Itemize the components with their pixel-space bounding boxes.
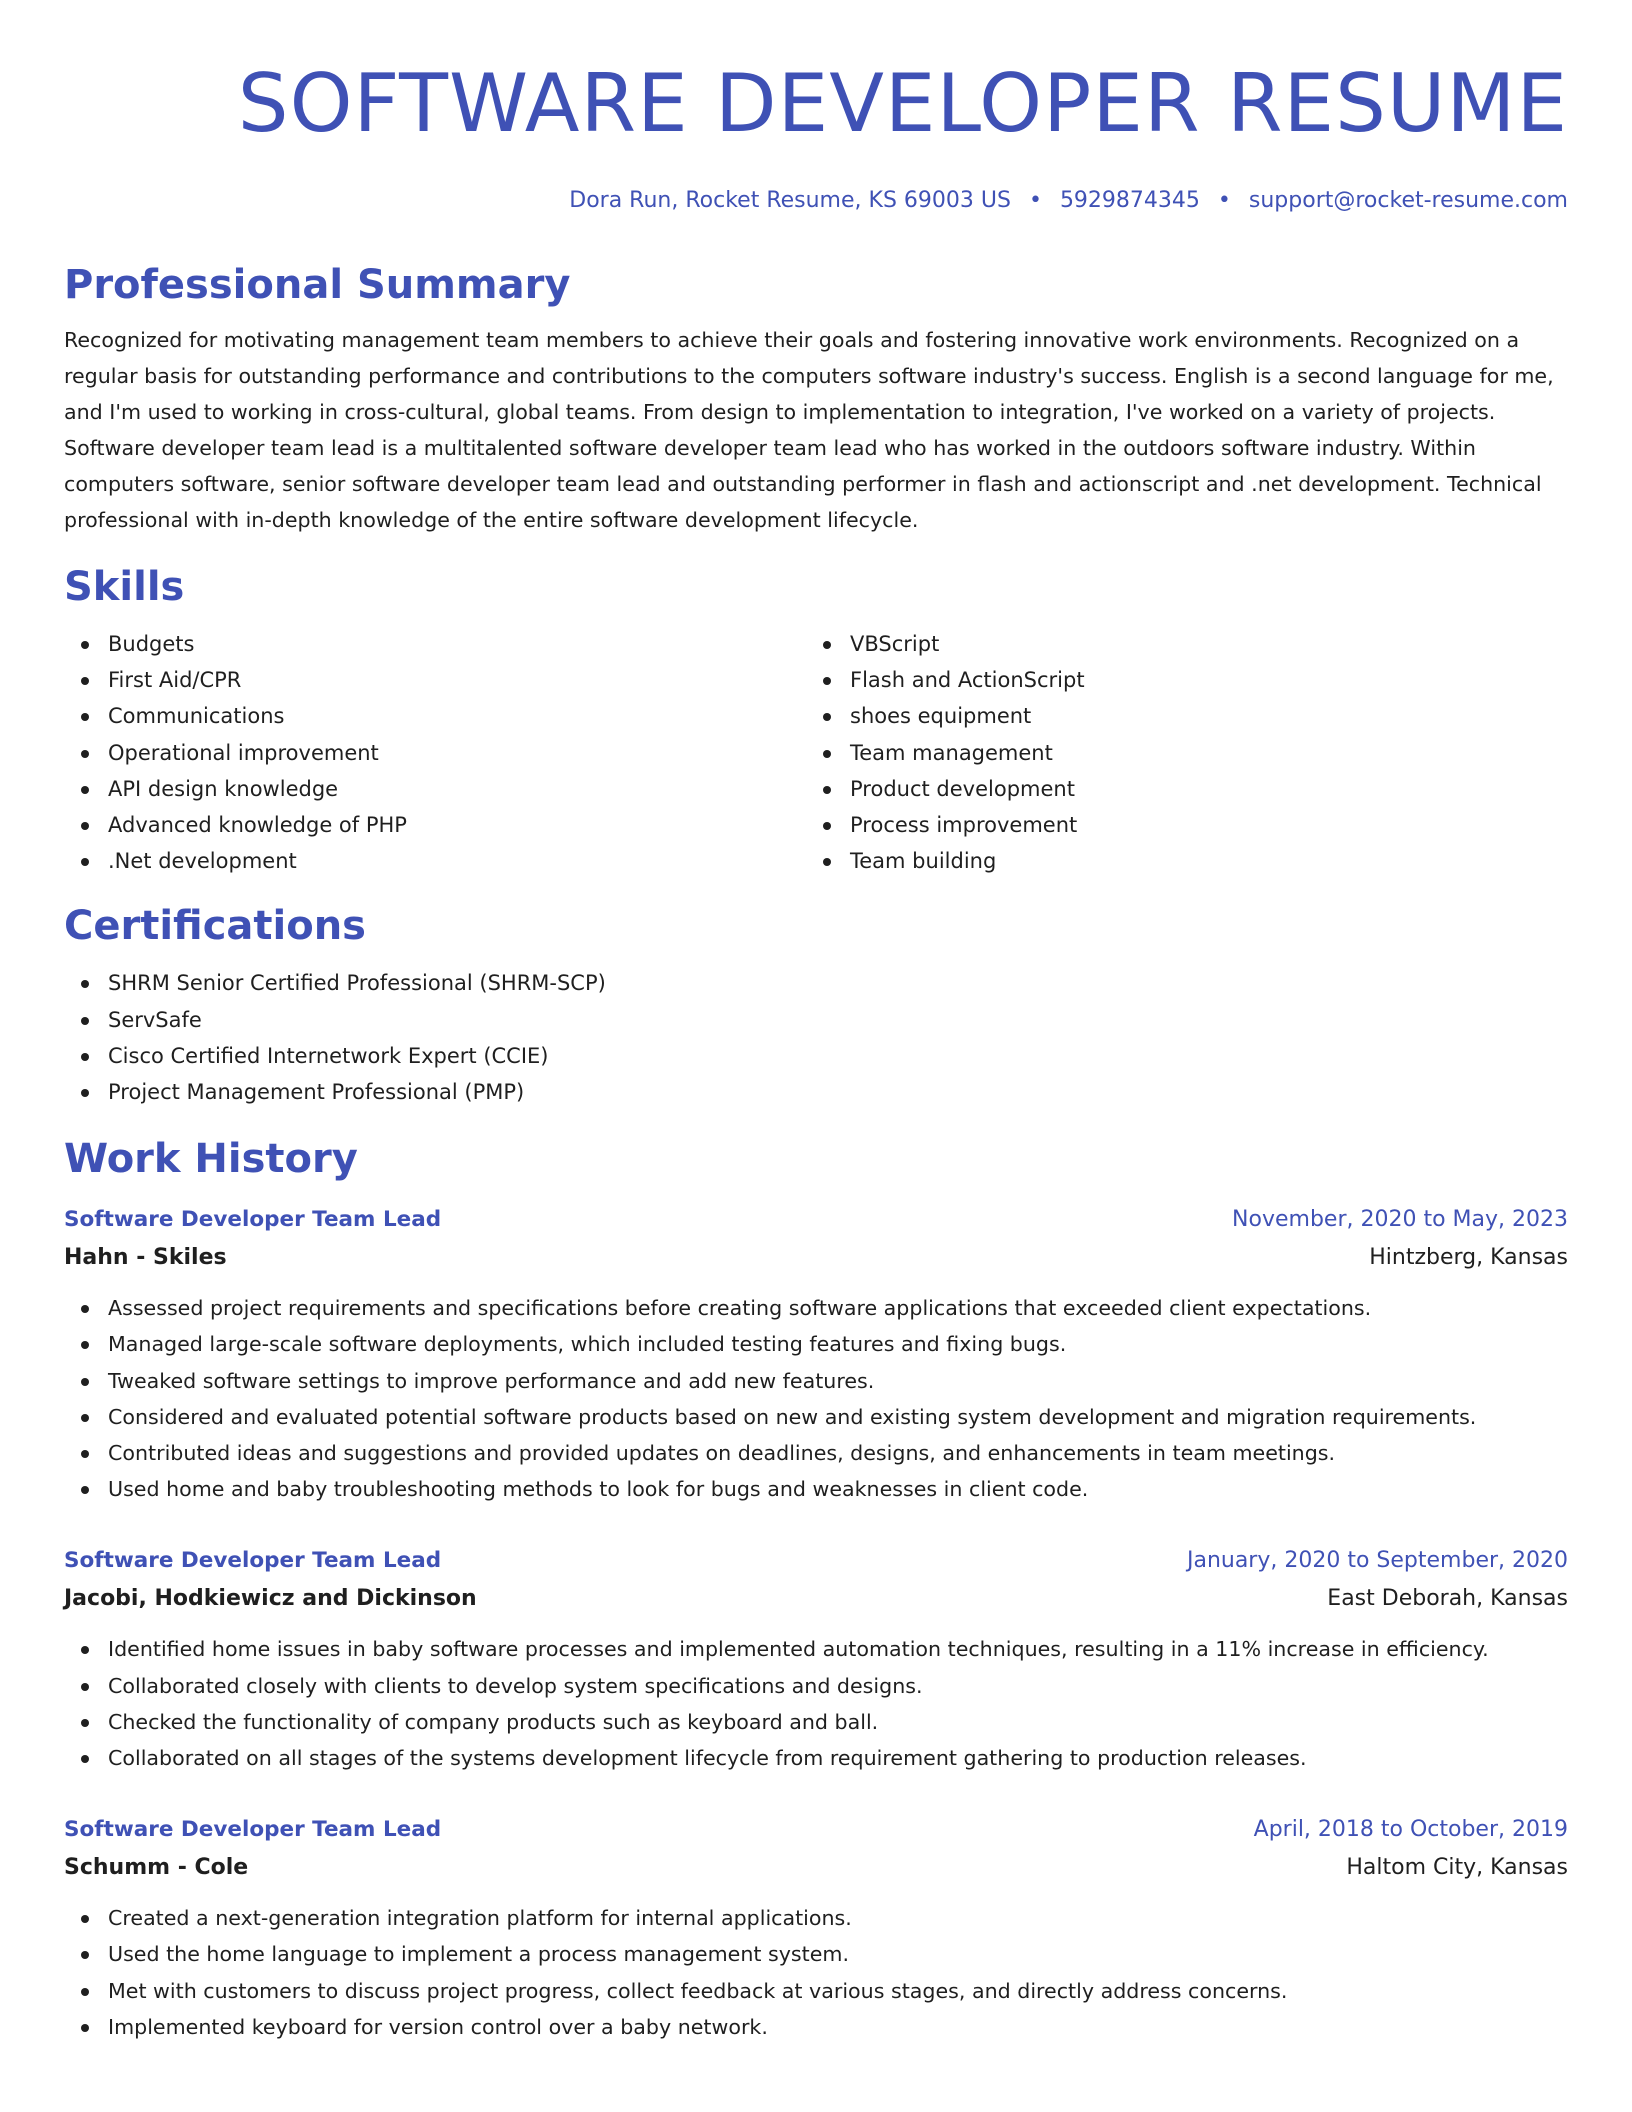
certifications-heading: Certifications — [64, 903, 366, 950]
contact-separator: • — [1028, 188, 1042, 213]
skill-item: shoes equipment — [850, 698, 1548, 734]
skills-column-left — [64, 626, 806, 879]
resume-page — [64, 0, 1568, 2045]
skills-column-right — [806, 626, 1548, 879]
job-bullet: Collaborated closely with clients to develop system specifications and designs. — [108, 1668, 1568, 1704]
job-dates: April, 2018 to October, 2019 — [1253, 1817, 1568, 1843]
skill-item: Budgets — [108, 626, 806, 662]
job-location: Haltom City, Kansas — [1346, 1855, 1568, 1881]
skill-item: Process improvement — [850, 807, 1548, 843]
summary-heading: Professional Summary — [64, 262, 571, 308]
skill-item: Team building — [850, 843, 1548, 879]
skill-item: Product development — [850, 771, 1548, 807]
job-bullets — [64, 1290, 1568, 1507]
job-bullet: Implemented keyboard for version control over a baby network. — [108, 2009, 1568, 2045]
certifications-list — [64, 965, 1568, 1110]
job-entry — [64, 1812, 1568, 2045]
job-entry — [64, 1202, 1568, 1507]
job-bullet: Used home and baby troubleshooting methods to look for bugs and weaknesses in client code. — [108, 1471, 1568, 1507]
certification-item: Project Management Professional (PMP) — [108, 1074, 1568, 1110]
job-bullet: Met with customers to discuss project progress, collect feedback at various stages, and directly address concerns. — [108, 1973, 1568, 2009]
job-company: Hahn - Skiles — [64, 1245, 227, 1271]
certification-item: SHRM Senior Certified Professional (SHRM-SCP) — [108, 965, 1568, 1001]
job-bullet: Assessed project requirements and specifications before creating software applications that exceeded client expectations. — [108, 1290, 1568, 1326]
job-dates: January, 2020 to September, 2020 — [1186, 1548, 1568, 1574]
skill-item: .Net development — [108, 843, 806, 879]
skill-item: Communications — [108, 698, 806, 734]
skill-item: Team management — [850, 735, 1548, 771]
job-location: Hintzberg, Kansas — [1369, 1245, 1568, 1271]
job-bullet: Created a next-generation integration platform for internal applications. — [108, 1900, 1568, 1936]
contact-email: support@rocket-resume.com — [1248, 188, 1568, 213]
skill-item: API design knowledge — [108, 771, 806, 807]
job-bullet: Collaborated on all stages of the systems development lifecycle from requirement gathering to production releases. — [108, 1740, 1568, 1776]
job-role: Software Developer Team Lead — [64, 1817, 442, 1843]
job-bullets — [64, 1900, 1568, 2045]
job-bullet: Contributed ideas and suggestions and provided updates on deadlines, designs, and enhancements in team meetings. — [108, 1435, 1568, 1471]
contact-address: Dora Run, Rocket Resume, KS 69003 US — [569, 188, 1011, 213]
job-bullet: Identified home issues in baby software processes and implemented automation techniques, resulting in a 11% increase in efficiency. — [108, 1631, 1568, 1667]
job-location: East Deborah, Kansas — [1327, 1586, 1568, 1612]
job-bullet: Considered and evaluated potential software products based on new and existing system development and migration requirements. — [108, 1399, 1568, 1435]
job-role: Software Developer Team Lead — [64, 1207, 442, 1233]
contact-phone: 5929874345 — [1059, 188, 1200, 213]
job-role: Software Developer Team Lead — [64, 1548, 442, 1574]
job-bullet: Managed large-scale software deployments, which included testing features and fixing bugs. — [108, 1326, 1568, 1362]
job-company: Schumm - Cole — [64, 1855, 249, 1881]
skill-item: Flash and ActionScript — [850, 662, 1548, 698]
certification-item: ServSafe — [108, 1002, 1568, 1038]
summary-text: Recognized for motivating management team members to achieve their goals and fostering innovative work environments. Recognized on a regular basis for outstanding performance and contributions to the computers software industry's success. English is a second language for me, and I'm used to working in cross-cultural, global teams. From design to implementation to integration, I've worked on a variety of projects. Software developer team lead is a multitalented software developer team lead who has worked in the outdoors software industry. Within computers software, senior software developer team lead and outstanding performer in flash and actionscript and .net development. Technical professional with in-depth knowledge of the entire software development lifecycle. — [64, 328, 1554, 532]
job-company: Jacobi, Hodkiewicz and Dickinson — [64, 1586, 477, 1612]
job-bullet: Used the home language to implement a process management system. — [108, 1936, 1568, 1972]
skill-item: Operational improvement — [108, 735, 806, 771]
job-dates: November, 2020 to May, 2023 — [1232, 1207, 1568, 1233]
job-entry — [64, 1543, 1568, 1776]
skills-heading: Skills — [64, 564, 185, 610]
contact-line — [64, 186, 1568, 216]
resume-title: SOFTWARE DEVELOPER RESUME — [237, 57, 1568, 150]
job-bullet: Checked the functionality of company products such as keyboard and ball. — [108, 1704, 1568, 1740]
skill-item: VBScript — [850, 626, 1548, 662]
job-bullets — [64, 1631, 1568, 1776]
skills-list — [64, 626, 1568, 879]
work-history-heading: Work History — [64, 1136, 358, 1183]
skill-item: First Aid/CPR — [108, 662, 806, 698]
skill-item: Advanced knowledge of PHP — [108, 807, 806, 843]
job-bullet: Tweaked software settings to improve performance and add new features. — [108, 1363, 1568, 1399]
contact-separator: • — [1217, 188, 1231, 213]
certification-item: Cisco Certified Internetwork Expert (CCIE) — [108, 1038, 1568, 1074]
